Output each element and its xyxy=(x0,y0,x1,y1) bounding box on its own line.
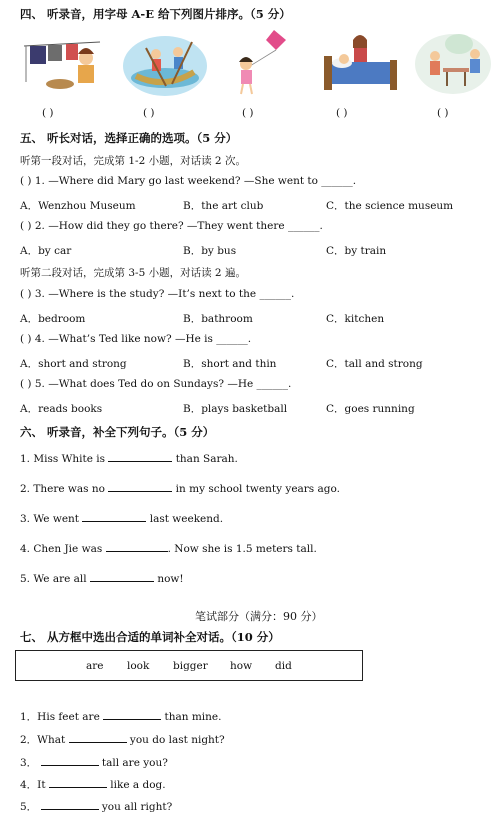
sentence-3: 3. We went last weekend. xyxy=(20,513,224,525)
q1-option-b[interactable]: B．the art club xyxy=(183,200,264,212)
written-part-title: 笔试部分（满分：90 分） xyxy=(195,610,323,623)
sec7-blank-2[interactable] xyxy=(69,732,127,743)
sentence-5: 5. We are all now! xyxy=(20,573,184,585)
boating-icon xyxy=(122,28,208,98)
q3-option-c[interactable]: C．kitchen xyxy=(326,313,385,325)
sentence-1: 1. Miss White is than Sarah. xyxy=(20,453,238,465)
answer-paren-1[interactable]: ( ) xyxy=(42,107,54,119)
question-2: ( ) 2. —How did they go there? —They went there ______. xyxy=(20,220,323,232)
section-6-title: 六、 听录音，补全下列句子。（5 分） xyxy=(20,425,215,439)
answer-paren-2[interactable]: ( ) xyxy=(143,107,155,119)
q5-option-c[interactable]: C．goes running xyxy=(326,403,415,415)
q1-option-c[interactable]: C．the science museum xyxy=(326,200,454,212)
picnic-icon xyxy=(413,28,493,98)
blank-1[interactable] xyxy=(108,451,172,462)
sentence-2: 2. There was no in my school twenty years ago. xyxy=(20,483,340,495)
answer-paren-3[interactable]: ( ) xyxy=(242,107,254,119)
sec7-item-1: 1．His feet are than mine. xyxy=(20,711,222,723)
question-4: ( ) 4. —What’s Ted like now? —He is ______. xyxy=(20,333,252,345)
clothes-line-icon xyxy=(20,32,104,92)
dialogue-note-2: 听第二段对话，完成第 3-5 小题，对话读 2 遍。 xyxy=(20,267,246,279)
answer-paren-4[interactable]: ( ) xyxy=(336,107,348,119)
q5-option-a[interactable]: A．reads books xyxy=(20,403,103,415)
sec7-item-5: 5． you all right? xyxy=(20,801,173,813)
word-bank-box xyxy=(15,650,363,681)
q3-option-b[interactable]: B．bathroom xyxy=(183,313,253,325)
q5-option-b[interactable]: B．plays basketball xyxy=(183,403,288,415)
blank-2[interactable] xyxy=(108,481,172,492)
sec7-item-2: 2．What you do last night? xyxy=(20,734,225,746)
word-did[interactable]: did xyxy=(275,660,292,672)
word-look[interactable]: look xyxy=(127,660,150,672)
sec7-blank-4[interactable] xyxy=(49,777,107,788)
q2-option-b[interactable]: B．by bus xyxy=(183,245,237,257)
sec7-blank-5[interactable] xyxy=(41,799,99,810)
sick-bed-icon xyxy=(320,30,400,96)
sec7-blank-3[interactable] xyxy=(41,755,99,766)
q4-option-c[interactable]: C．tall and strong xyxy=(326,358,423,370)
q2-option-c[interactable]: C．by train xyxy=(326,245,387,257)
sec7-blank-1[interactable] xyxy=(103,709,161,720)
section-4-title: 四、 听录音，用字母 A-E 给下列图片排序。（5 分） xyxy=(20,7,291,21)
word-how[interactable]: how xyxy=(230,660,253,672)
q3-option-a[interactable]: A．bedroom xyxy=(20,313,86,325)
section-7-title: 七、 从方框中选出合适的单词补全对话。（10 分） xyxy=(20,630,280,644)
q1-option-a[interactable]: A．Wenzhou Museum xyxy=(20,200,136,212)
q2-option-a[interactable]: A．by car xyxy=(20,245,72,257)
answer-paren-5[interactable]: ( ) xyxy=(437,107,449,119)
question-5: ( ) 5. —What does Ted do on Sundays? —He ______. xyxy=(20,378,292,390)
q4-option-a[interactable]: A．short and strong xyxy=(20,358,127,370)
q4-option-b[interactable]: B．short and thin xyxy=(183,358,277,370)
dialogue-note-1: 听第一段对话，完成第 1-2 小题，对话读 2 次。 xyxy=(20,155,246,167)
word-bigger[interactable]: bigger xyxy=(173,660,208,672)
blank-4[interactable] xyxy=(106,541,168,552)
kite-girl-icon xyxy=(230,28,290,96)
word-are[interactable]: are xyxy=(86,660,104,672)
blank-3[interactable] xyxy=(82,511,146,522)
question-1: ( ) 1. —Where did Mary go last weekend? —She went to ______. xyxy=(20,175,357,187)
sec7-item-3: 3． tall are you? xyxy=(20,757,168,769)
sec7-item-4: 4．It like a dog. xyxy=(20,779,166,791)
question-3: ( ) 3. —Where is the study? —It’s next to the ______. xyxy=(20,288,295,300)
section-5-title: 五、 听长对话，选择正确的选项。（5 分） xyxy=(20,131,238,145)
sentence-4: 4. Chen Jie was . Now she is 1.5 meters tall. xyxy=(20,543,317,555)
blank-5[interactable] xyxy=(90,571,154,582)
